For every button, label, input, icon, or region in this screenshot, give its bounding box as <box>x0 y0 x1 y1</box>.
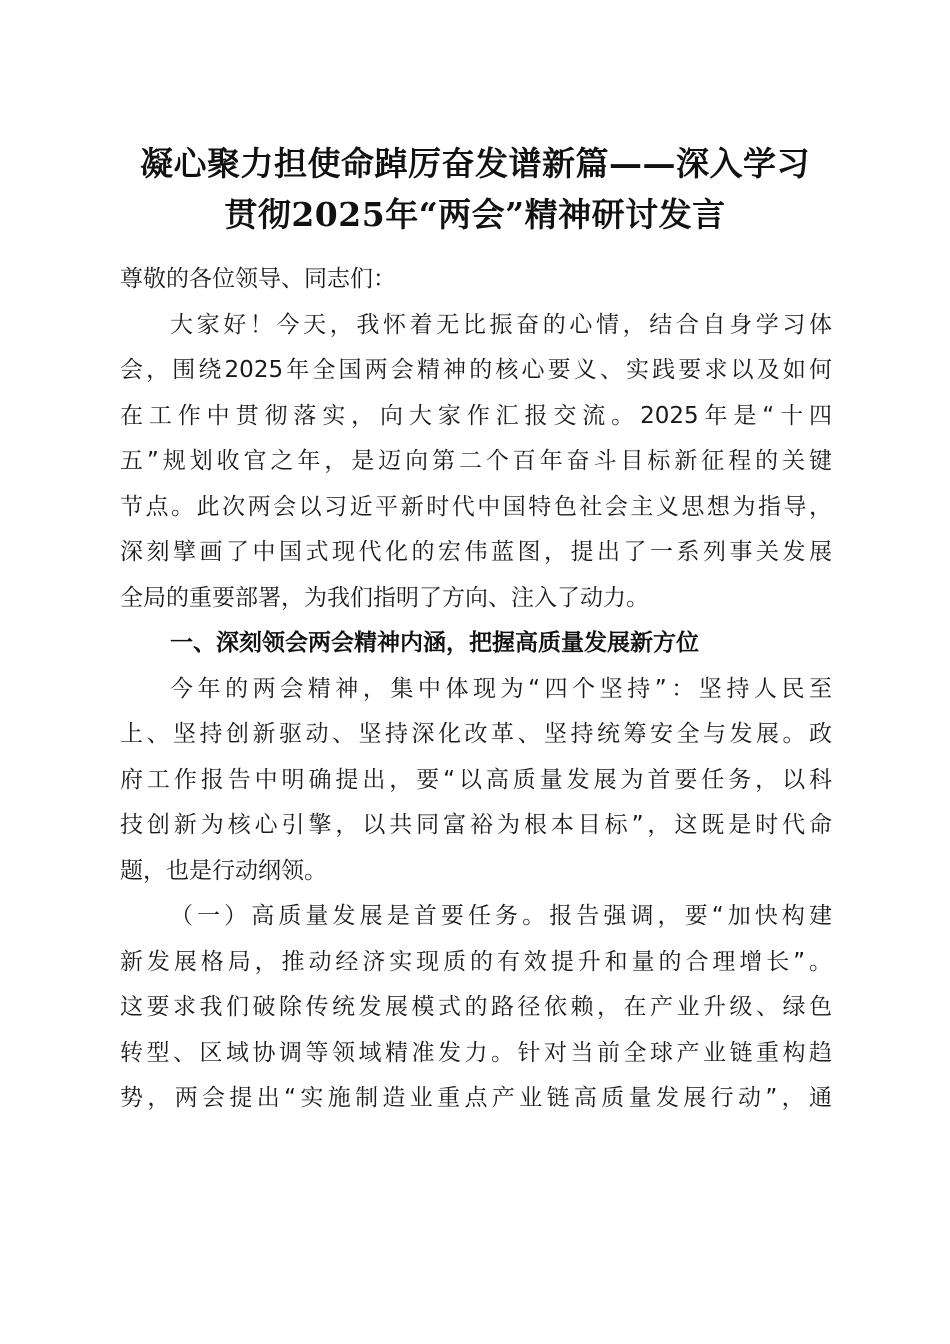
paragraph-line: 上、坚持创新驱动、坚持深化改革、坚持统筹安全与发展。政 <box>120 721 832 747</box>
paragraph-line: 技创新为核心引擎，以共同富裕为根本目标”，这既是时代命 <box>120 812 832 838</box>
document-title <box>100 138 850 240</box>
paragraph-line: 今年的两会精神，集中体现为“四个坚持”：坚持人民至 <box>170 675 832 702</box>
title-line-2: 贯彻2025年“两会”精神研讨发言 <box>224 195 726 234</box>
paragraph-line: 大家好！今天，我怀着无比振奋的心情，结合自身学习体 <box>170 311 832 338</box>
paragraph-line: 在工作中贯彻落实，向大家作汇报交流。2025年是“十四 <box>120 402 832 429</box>
paragraph-line: 五”规划收官之年，是迈向第二个百年奋斗目标新征程的关键 <box>120 448 832 474</box>
paragraph-line: 转型、区域协调等领域精准发力。针对当前全球产业链重构趋 <box>120 1039 832 1066</box>
section1-paragraph <box>120 667 832 895</box>
paragraph-line: （一）高质量发展是首要任务。报告强调，要“加快构建 <box>170 903 832 929</box>
paragraph-line: 新发展格局，推动经济实现质的有效提升和量的合理增长”。 <box>120 948 832 975</box>
paragraph-line: 府工作报告中明确提出，要“以高质量发展为首要任务，以科 <box>120 766 832 793</box>
salutation: 尊敬的各位领导、同志们： <box>120 266 396 292</box>
document-body <box>120 257 832 1122</box>
paragraph-line: 势，两会提出“实施制造业重点产业链高质量发展行动”，通 <box>120 1085 832 1111</box>
paragraph-line: 题，也是行动纲领。 <box>120 857 327 884</box>
subsection1-paragraph <box>120 894 832 1122</box>
paragraph-line: 全局的重要部署，为我们指明了方向、注入了动力。 <box>120 584 649 611</box>
paragraph-line: 会，围绕2025年全国两会精神的核心要义、实践要求以及如何 <box>120 357 832 383</box>
intro-paragraph <box>120 303 832 622</box>
paragraph-line: 节点。此次两会以习近平新时代中国特色社会主义思想为指导， <box>120 493 832 520</box>
section-heading: 一、深刻领会两会精神内涵，把握高质量发展新方位 <box>170 630 699 656</box>
paragraph-line: 这要求我们破除传统发展模式的路径依赖，在产业升级、绿色 <box>120 994 832 1020</box>
title-line-1: 凝心聚力担使命踔厉奋发谱新篇——深入学习 <box>140 144 810 183</box>
paragraph-line: 深刻擘画了中国式现代化的宏伟蓝图，提出了一系列事关发展 <box>120 539 832 565</box>
